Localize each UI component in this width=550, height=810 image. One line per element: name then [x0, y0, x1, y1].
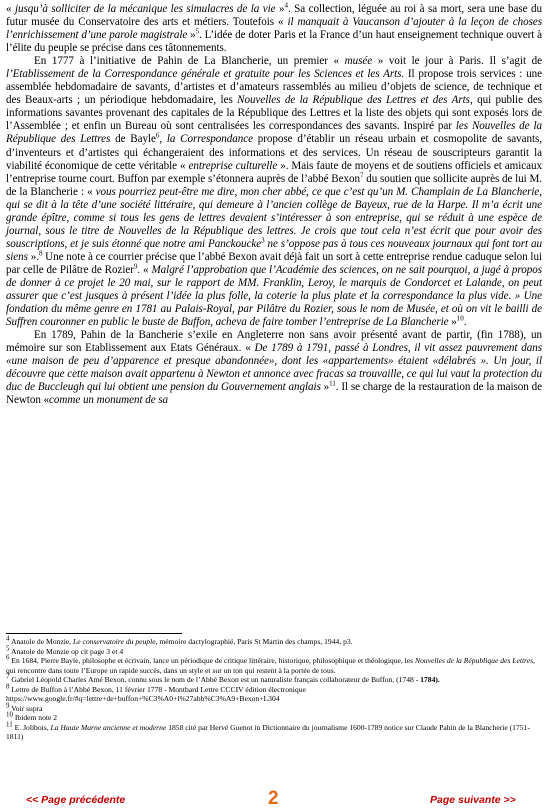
text-run: En 1684, Pierre Bayle, philosophe et écrivain, lance un périodique de critique littéraire, historique, philosophique et théologique, les: [9, 656, 416, 666]
previous-page-link[interactable]: << Page précédente: [26, 794, 126, 806]
text-run: .: [463, 316, 467, 329]
text-run: il manquait à Vaucanson d’ajouter à la leçon de choses l’enrichissement d’une parole magistrale: [6, 16, 542, 42]
note-ref: 3: [261, 236, 265, 245]
note-ref: 10: [456, 314, 464, 323]
note-ref: 5: [6, 644, 10, 653]
text-run: , mémoire dactylographié, Paris St Martin des champs, 1944, p3.: [155, 637, 353, 646]
text-run: De 1789 à 1791, passé à Londres, il vit assez pauvrement dans «une maison de peu d’apparence et presque abandonnée», dont les «appartements» étaient «délabrés ». Un jour, il découvre que cette maison avait appartenu à Newton et annonce avec fracas sa trouvaille, ce qui lui vaut la protection du duc de Buccleugh qui lui obtient une pension du Gouvernement anglais: [6, 342, 542, 394]
text-run: Une note à ce courrier précise que l’abbé Bexon avait déjà fait un sort à cette entreprise rendue caduque selon lui par celle de Pilâtre de Rozier: [6, 250, 542, 276]
text-run: vous pourriez peut-être me dire, mon cher abbé, ce que c’est qu’un M. Champlain de La Blancherie, qui se dit à la tête d’une société littéraire, qui demeure à l’ancien collège de Bayeux, rue de la Harpe. Il m’a écrit une grande épître, comme si tous les gens de lettres devaient s’intéresser à son entreprise, qui se réduit à une espèce de journal, sous le titre de Nouvelles de la République des lettres. Je crois que tout cela n’est écrit que pour avoir des souscriptions, et je suis étonné que notre ami Panckoucke: [6, 185, 542, 250]
text-run: . Sa collection, léguée au roi à sa mort, sera une base du futur musée du Conservatoire des arts et métiers. Toutefois «: [6, 3, 542, 29]
note-ref: 8: [38, 249, 43, 258]
note-ref: 9: [133, 262, 138, 271]
text-run: «: [6, 3, 15, 15]
text-run: . Il propose trois services : une assemblée hebdomadaire de savants, d’artistes et d’amateurs rassemblés au milieu d’objets de science, de technique et des Beaux-arts ; un périodique hebdomadaire, les: [6, 68, 542, 107]
note-ref: 6: [6, 653, 10, 662]
note-ref: 9: [6, 701, 10, 710]
text-run: , qui publie des informations savantes provenant des capitales de la République des Lettres et la liste des objets qui sont exposés lors de l’Assemblée ; et enfin un Bureau où sont centralisées les correspondances des savants. Inspiré par: [6, 94, 542, 133]
paragraph-3: [6, 329, 542, 407]
text-run: Anatole de Monzie op cit page 3 et 4: [9, 646, 124, 656]
text-run: la Correspondance: [166, 133, 253, 146]
note-ref: 6: [155, 131, 160, 140]
footnote-5: [6, 644, 542, 657]
text-run: ».: [27, 250, 39, 263]
text-run: Anatole de Monzie,: [9, 637, 73, 646]
text-run: . «: [137, 263, 152, 276]
text-run: Ibidem note 2: [13, 713, 58, 723]
footnote-8: [6, 682, 542, 704]
text-run: 1858 cité par Hervé Guenot in Dictionnaire du journalisme 1600-1789 notice sur Claude Pahin de la Blancherie (1751-1811): [6, 722, 530, 742]
paragraph-2: [6, 55, 542, 329]
footnote-6: [6, 653, 542, 675]
text-run: les Nouvelles de la République des Lettres: [6, 120, 542, 146]
text-run: Nouvelles de la République des Lettres et des Arts: [237, 94, 470, 107]
footnote-10: [6, 710, 542, 723]
text-run: »: [448, 316, 457, 329]
footnote-9: [6, 701, 542, 714]
text-run: , qui rencontre dans toute l’Europe un rapide succès, dans un style et sur un ton qui restent à la portée de tous.: [6, 656, 535, 675]
text-run: E. Jolibois,: [12, 722, 51, 732]
note-ref: 7: [6, 672, 10, 681]
text-run: du soutien que sollicite auprès de lui M. de la Blancherie : «: [6, 172, 542, 198]
page-navigation: [0, 786, 550, 810]
footnote-4: [6, 634, 542, 647]
note-ref: 4: [6, 634, 10, 643]
note-ref: 5: [195, 27, 200, 36]
text-run: entreprise culturelle: [188, 159, 278, 172]
footnote-7: [6, 672, 542, 685]
text-run: »: [275, 3, 285, 15]
text-run: »: [320, 381, 330, 394]
text-run: Malgré l’approbation que l’Académie des sciences, on ne sait pourquoi, a jugé à propos de donner à ce projet le 20 mai, sur le rapport de MM. Franklin, Leroy, le marquis de Condorcet et Lalande, on peut assurer que c’est jusques à présent l’idée la plus folle, la coterie la plus plate et la correspondance la plus vide. » Une fondation du même genre en 1781 au Palais-Royal, par Pilâtre du Rozier, sous le nom de Musée, et où on vit le bailli de Suffren couronner en public le buste de Buffon, acheva de faire tomber l’entreprise de La Blancherie: [6, 263, 542, 329]
text-run: Gabriel Léopold Charles Amé Bexon, connu sous le nom de l’Abbé Bexon est un naturaliste français collaborateur de Buffon, (1748 -: [9, 675, 421, 685]
text-run: »: [187, 29, 196, 42]
body-text: [6, 3, 542, 407]
text-run: Le conservatoire du peuple: [72, 637, 156, 646]
note-ref: 11: [6, 720, 13, 729]
text-run: Lettre de Buffon à l’Abbé Bexon, 11 février 1778 - Montbard Lettre CCCIV édition électronique https://www.google.fr/#q=lettre+de+buffon+%C3%A0+l%27abb%C3%A9+Bexon+L304: [6, 684, 306, 704]
paragraph-1: [6, 3, 542, 55]
text-run: propose d’établir un réseau urbain et cosmopolite de savants, d’inventeurs et d’artistes qui échangeraient des informations et des services. Un réseau de souscripteurs garantit la viabilité économique de cette véritable «: [6, 133, 543, 172]
text-run: 1784).: [420, 675, 440, 685]
text-run: comme un monument de sa: [49, 394, 169, 407]
note-ref: 7: [360, 170, 364, 179]
footnote-separator: [6, 633, 182, 634]
text-run: . L’idée de doter Paris et la France d’un haut enseignement technique ouvert à l’élite du peuple se précise dans ces tâtonnements.: [6, 29, 542, 55]
text-run: Voir supra: [9, 703, 43, 713]
next-page-link[interactable]: Page suivante >>: [430, 794, 516, 806]
note-ref: 11: [329, 379, 336, 388]
text-run: Nouvelles de la République des Lettres: [415, 656, 534, 666]
note-ref: 10: [6, 710, 13, 719]
page-number: 2: [268, 788, 279, 809]
text-run: jusqu’à solliciter de la mécanique les simulacres de la vie: [14, 3, 276, 15]
text-run: l’Etablissement de la Correspondance générale et gratuite pour les Sciences et les Arts: [6, 68, 402, 81]
text-run: La Haute Marne ancienne et moderne: [50, 722, 167, 732]
footnotes: [6, 634, 542, 742]
footnote-11: [6, 720, 542, 742]
text-run: ne s’oppose pas à tous ces nouveaux journaux qui font tort au siens: [6, 237, 542, 263]
text-run: En 1777 à l’initiative de Pahin de La Blancherie, un premier «: [34, 55, 345, 68]
note-ref: 4: [284, 1, 288, 10]
note-ref: 8: [6, 682, 10, 691]
text-run: » voit le jour à Paris. Il s’agit de: [372, 55, 542, 68]
text-run: de Bayle: [110, 133, 156, 146]
text-run: . Il se charge de la restauration de la maison de Newton «: [6, 381, 542, 407]
text-run: musée: [344, 55, 373, 68]
text-run: ,: [159, 133, 167, 146]
text-run: En 1789, Pahin de la Bancherie s’exile en Angleterre non sans avoir présenté avant de partir, (fin 1788), un mémoire sur son Etablissement aux Etats Généraux. «: [6, 329, 542, 355]
text-run: ». Mais faute de moyens et de soutiens officiels et amicaux l’entreprise tourne court. Buffon par exemple s’étonnera auprès de l’abbé Bexon: [6, 159, 542, 185]
